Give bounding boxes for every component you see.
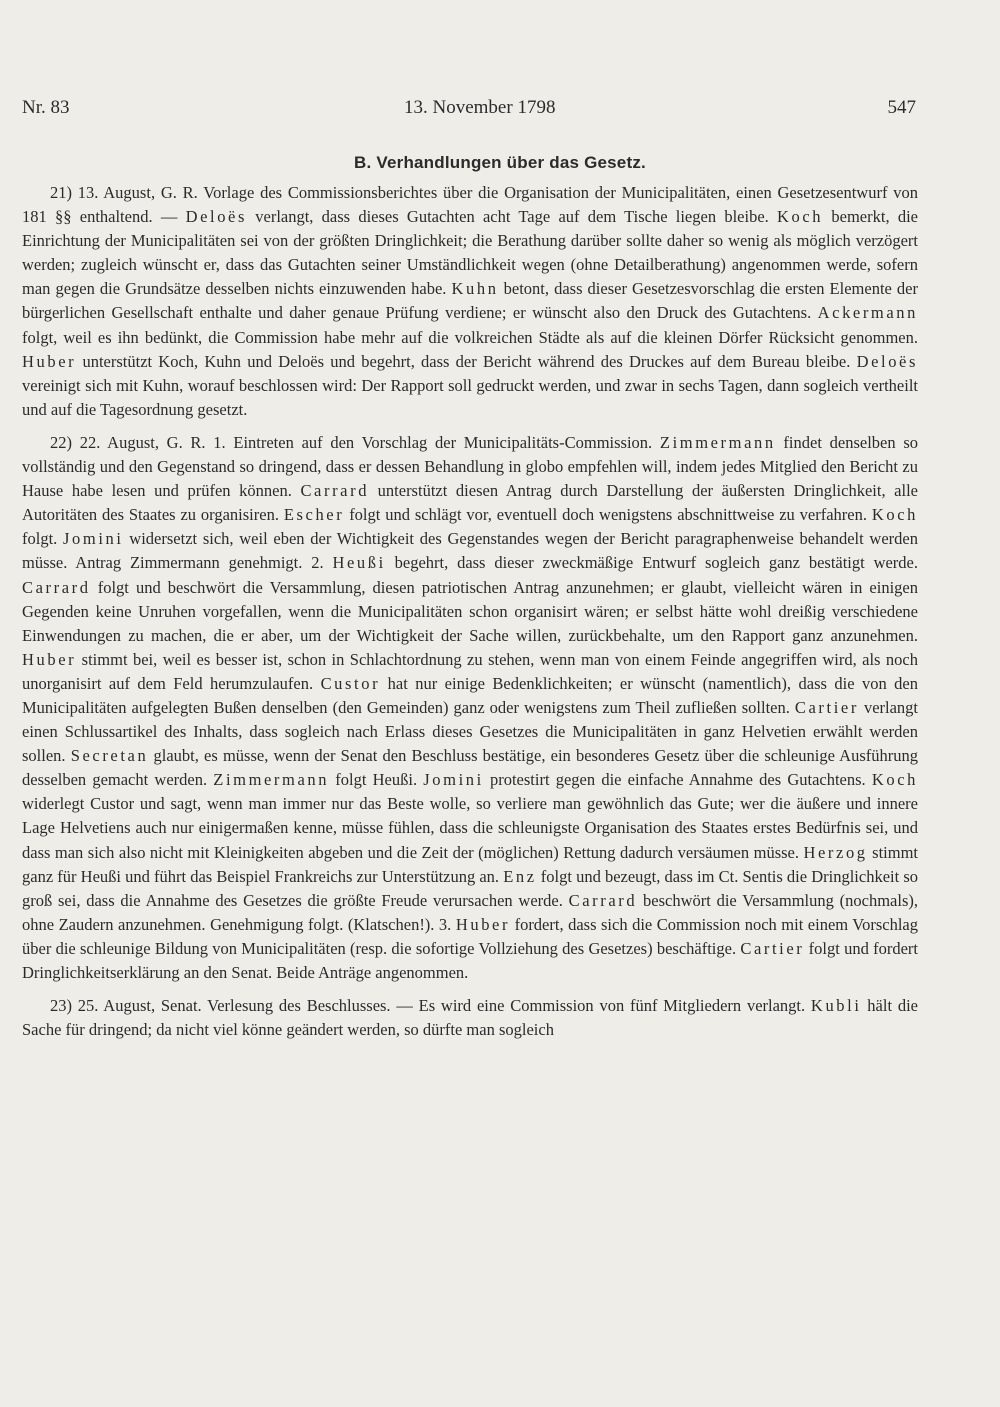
text-run: 23) 25. August, Senat. Verlesung des Beschlusses. — Es wird eine Commission von fünf Mitgliedern verlangt. [50, 996, 811, 1016]
speaker-name: Carrard [300, 481, 370, 501]
text-run: folgt und bezeugt, dass im Ct. Sentis die Dringlichkeit so groß sei, dass die Annahme des Gesetzes die größte Freude verursachen werde. [22, 866, 918, 910]
text-run: 21) 13. August, G. R. Vorlage des Commissionsberichtes über die Organisation der Municipalitäten, einen Gesetzesentwurf von 181 §§ enthaltend. — [22, 183, 918, 227]
text-run: begehrt, dass dieser zweckmäßige Entwurf sogleich ganz bestätigt werde. [385, 553, 918, 573]
text-run: folgt. [22, 529, 64, 549]
text-run: verlangt einen Schlussartikel des Inhalts, dass sogleich nach Erlass dieses Gesetzes die Municipalitäten in ganz Helvetien erwählt werden sollen. [22, 697, 919, 766]
section-title: B. Verhandlungen über das Gesetz. [354, 153, 646, 172]
speaker-name: Zimmermann [213, 770, 330, 790]
text-run: 22) 22. August, G. R. 1. Eintreten auf den Vorschlag der Municipalitäts-Commission. [50, 432, 660, 452]
text-run: fordert, dass sich die Commission noch mit einem Vorschlag über die schleunige Bildung von Municipalitäten (resp. die sofortige Vollziehung des Gesetzes) beschäftige. [22, 914, 918, 958]
text-run: folgt und fordert Dringlichkeitserklärung an den Senat. Beide Anträge angenommen. [22, 938, 918, 982]
text-run: folgt und beschwört die Versammlung, diesen patriotischen Antrag anzunehmen; er glaubt, vielleicht wären in einigen Gegenden keine Unruhen vorgefallen, wenn die Municipalitäten schon organisirt wären; er selbst hätte wohl dreißig verschiedene Einwendungen zu machen, die er aber, um der Wichtigkeit der Sache willen, zurückbehalte, um den Rapport ganz anzunehmen. [22, 577, 918, 645]
text-run: protestirt gegen die einfache Annahme des Gutachtens. [483, 770, 872, 790]
speaker-name: Koch [777, 207, 824, 227]
speaker-name: Heußi [332, 553, 386, 573]
speaker-name: Carrard [568, 890, 638, 910]
text-run: unterstützt diesen Antrag durch Darstellung der äußersten Dringlichkeit, alle Autoritäten des Staates zu organisiren. [22, 481, 918, 525]
speaker-name: Carrard [22, 577, 91, 597]
speaker-name: Custor [320, 673, 381, 693]
speaker-name: Ackermann [817, 303, 918, 323]
header-date: 13. November 1798 [404, 97, 556, 118]
paragraph-21 [22, 181, 918, 422]
text-run: findet denselben so vollständig und den Gegenstand so dringend, dass er dessen Behandlung in globo empfehlen will, indem jedes Mitglied den Bericht zu Hause habe lesen und prüfen können. [22, 432, 918, 501]
text-run: folgt Heußi. [329, 770, 424, 790]
text-run: beschwört die Versammlung (nochmals), ohne Zaudern anzunehmen. Genehmigung folgt. (Klatschen!). 3. [22, 890, 918, 934]
speaker-name: Escher [283, 505, 345, 525]
body-text [22, 181, 918, 1042]
speaker-name: Kubli [810, 996, 862, 1016]
speaker-name: Jomini [423, 770, 484, 790]
text-run: unterstützt Koch, Kuhn und Deloës und begehrt, dass der Bericht während des Druckes auf dem Bureau bleibe. [76, 351, 857, 371]
text-run: hat nur einige Bedenklichkeiten; er wünscht (namentlich), dass die von den Municipalitäten aufgelegten Bußen denselben (den Gemeinden) ganz oder wenigstens zum Theil zufließen sollten. [22, 673, 918, 717]
text-run: stimmt ganz für Heußi und führt das Beispiel Frankreichs zur Unterstützung an. [22, 842, 918, 886]
text-run: folgt, weil es ihn bedünkt, die Commission habe mehr auf die volkreichen Städte als auf die kleinen Dörfer Rücksicht genommen. [22, 327, 918, 347]
speaker-name: Kuhn [451, 279, 499, 299]
speaker-name: Zimmermann [659, 432, 776, 452]
text-run: verlangt, dass dieses Gutachten acht Tage auf dem Tische liegen bleibe. [247, 207, 778, 227]
speaker-name: Enz [503, 866, 537, 886]
paragraph-gap [22, 985, 918, 994]
speaker-name: Huber [22, 351, 77, 371]
paragraph-gap [22, 422, 918, 431]
text-run: glaubt, es müsse, wenn der Senat den Beschluss bestätige, ein besonderes Gesetz über die schleunige Ausführung desselben gemacht werden. [22, 746, 918, 790]
speaker-name: Koch [871, 505, 918, 525]
speaker-name: Cartier [740, 938, 805, 958]
speaker-name: Jomini [63, 529, 124, 549]
paragraph-22 [22, 431, 918, 985]
text-run: widerlegt Custor und sagt, wenn man immer nur das Beste wolle, so verliere man gewöhnlich das Gute; wer die äußere und innere Lage Helvetiens auch nur einigermaßen kenne, müsse fühlen, dass die schleunigste Organisation des Staates erstes Bedürfnis sei, und dass man sich also nicht mit Kleinigkeiten abgeben und die Zeit der (möglichen) Rettung dadurch versäumen müsse. [22, 794, 918, 862]
speaker-name: Deloës [185, 207, 247, 227]
speaker-name: Herzog [803, 842, 868, 862]
speaker-name: Huber [22, 649, 77, 669]
issue-number: Nr. 83 [22, 97, 70, 118]
text-run: bemerkt, die Einrichtung der Municipalitäten sei von der größten Dringlichkeit; die Berathung darüber sollte daher so wenig als möglich verzögert werden; zugleich wünscht er, dass das Gutachten seiner Umständlichkeit wegen (ohne Detailberathung) angenommen werde, sofern man gegen die Grundsätze desselben nichts einzuwenden habe. [22, 207, 918, 299]
page-number: 547 [887, 97, 916, 118]
speaker-name: Secretan [70, 746, 149, 766]
text-run: folgt und schlägt vor, eventuell doch wenigstens abschnittweise zu verfahren. [344, 505, 872, 525]
text-run: vereinigt sich mit Kuhn, worauf beschlossen wird: Der Rapport soll gedruckt werden, und zwar in sechs Tagen, dann sogleich vertheilt und auf die Tagesordnung gesetzt. [22, 375, 918, 419]
paragraph-23 [22, 994, 918, 1042]
speaker-name: Cartier [794, 697, 859, 717]
text-run: hält die Sache für dringend; da nicht viel könne geändert werden, so dürfte man sogleich [22, 996, 918, 1040]
text-run: stimmt bei, weil es besser ist, schon in Schlachtordnung zu stehen, wenn man von einem Feinde angegriffen wird, als noch unorganisirt auf dem Feld herumzulaufen. [22, 649, 918, 693]
text-run: betont, dass dieser Gesetzesvorschlag die ersten Elemente der bürgerlichen Gesellschaft enthalte und daher genaue Prüfung verdiene; er wünscht also den Druck des Gutachtens. [22, 279, 918, 323]
speaker-name: Huber [455, 914, 511, 934]
speaker-name: Deloës [856, 351, 918, 371]
running-header [22, 97, 916, 121]
speaker-name: Koch [871, 770, 918, 790]
text-run: widersetzt sich, weil eben der Wichtigkeit des Gegenstandes wegen der Bericht paragraphenweise behandelt werden müsse. Antrag Zimmermann genehmigt. 2. [22, 529, 918, 573]
